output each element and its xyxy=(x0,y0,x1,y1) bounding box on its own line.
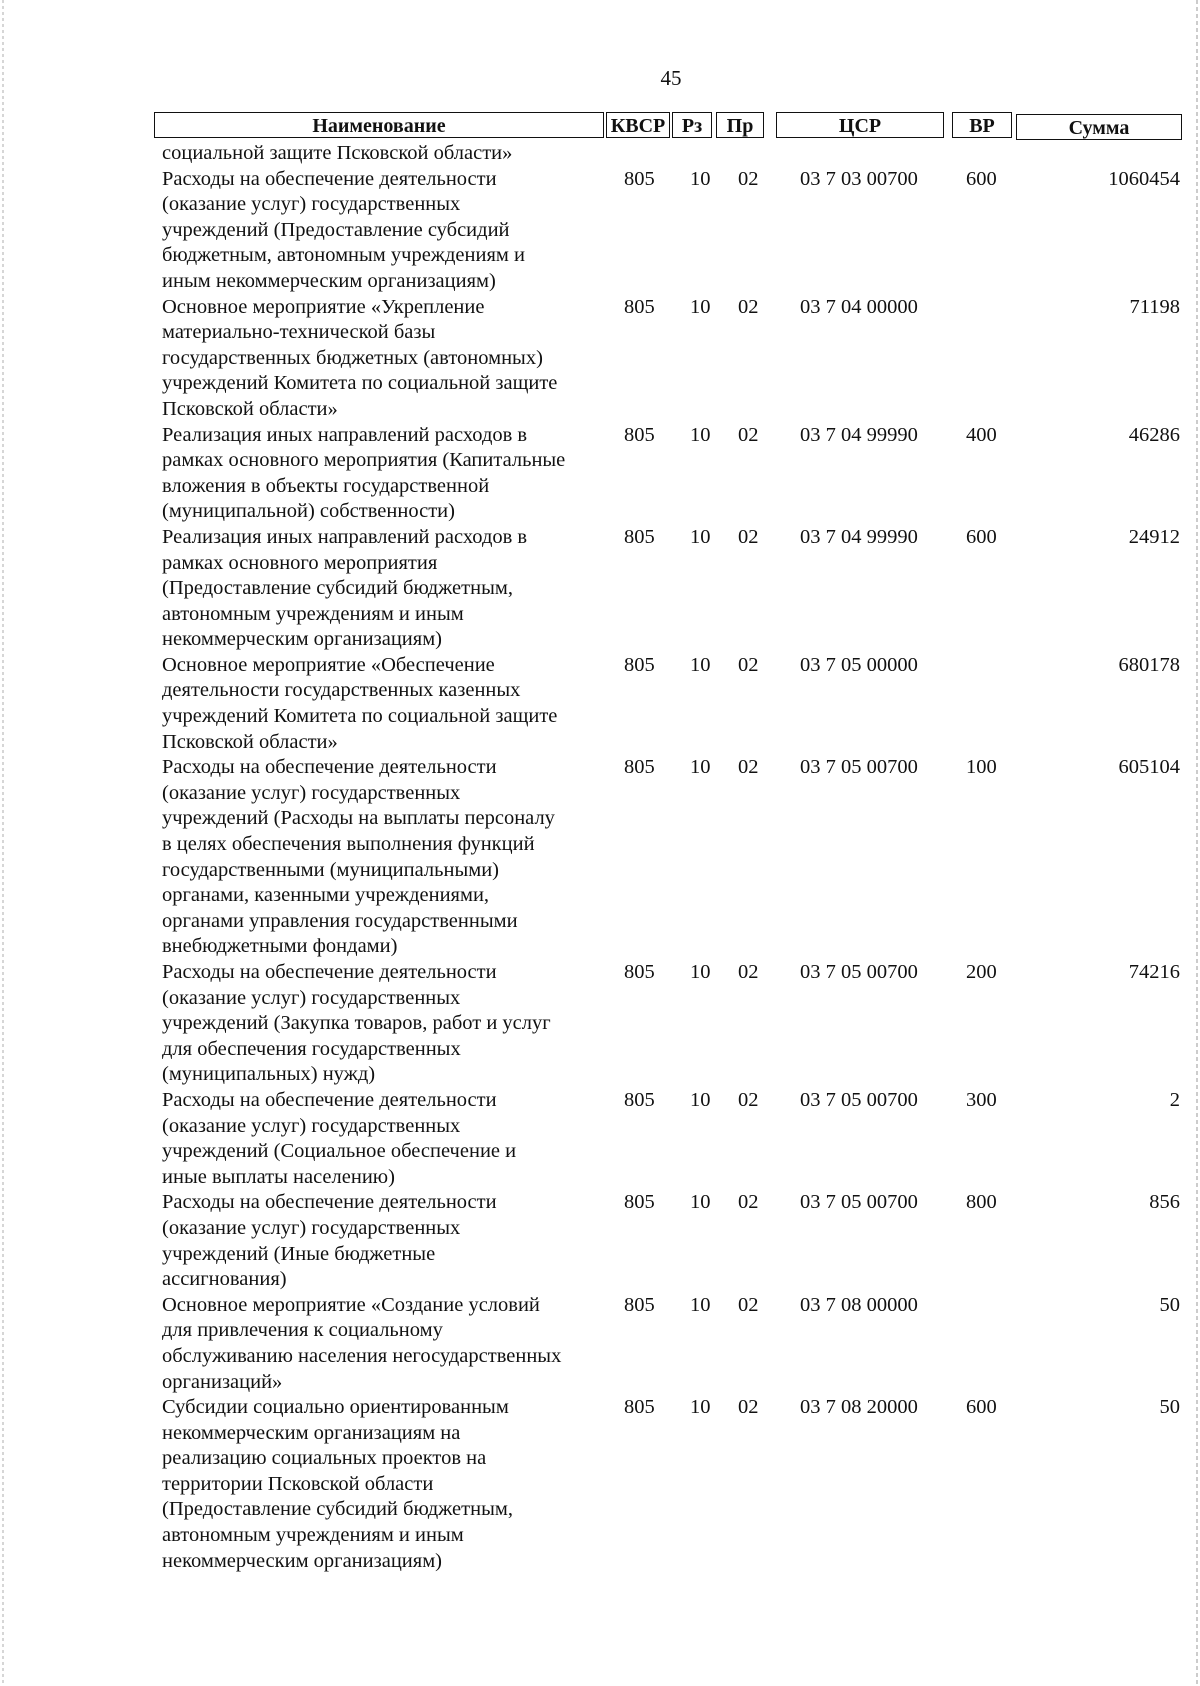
row-csr: 03 7 08 00000 xyxy=(800,1293,918,1316)
row-csr: 03 7 04 99990 xyxy=(800,525,918,548)
row-csr: 03 7 05 00700 xyxy=(800,1088,918,1111)
row-vr: 200 xyxy=(966,961,997,983)
row-rz: 10 xyxy=(690,1396,711,1419)
row-rz: 10 xyxy=(690,167,711,190)
row-name: Расходы на обеспечение деятельности (оказание услуг) государственных учреждений (Закупка товаров, работ и услуг для обеспечения государственных (муниципальных) нужд) xyxy=(162,961,551,1086)
row-rz: 10 xyxy=(690,653,711,676)
row-rz: 10 xyxy=(690,1191,711,1214)
row-kvsr: 805 xyxy=(624,756,655,779)
row-sum: 605104 xyxy=(1118,756,1180,779)
table-row xyxy=(162,167,1180,295)
table-row xyxy=(162,423,1180,525)
row-sum: 71198 xyxy=(1129,295,1180,318)
row-csr: 03 7 08 20000 xyxy=(800,1396,918,1419)
row-sum: 50 xyxy=(1159,1396,1180,1419)
row-kvsr: 805 xyxy=(624,423,655,446)
row-rz: 10 xyxy=(690,525,711,548)
header-kvsr: КВСР xyxy=(606,112,670,138)
table-row xyxy=(162,1395,1180,1574)
table-row xyxy=(162,755,1180,960)
row-vr: 600 xyxy=(966,1396,997,1419)
row-name: Основное мероприятие «Создание условий для привлечения к социальному обслуживанию населения негосударственных организаций» xyxy=(162,1293,562,1393)
row-name: Расходы на обеспечение деятельности (оказание услуг) государственных учреждений (Иные бюджетные ассигнования) xyxy=(162,1191,497,1291)
row-rz: 10 xyxy=(690,961,711,983)
row-kvsr: 805 xyxy=(624,961,655,983)
table-row xyxy=(162,1293,1180,1395)
row-vr: 100 xyxy=(966,756,997,779)
row-rz: 10 xyxy=(690,423,711,446)
row-name: Реализация иных направлений расходов в рамках основного мероприятия (Капитальные вложения в объекты государственной (муниципальной) собственности) xyxy=(162,423,566,523)
header-sum: Сумма xyxy=(1016,114,1182,140)
row-pr: 02 xyxy=(738,1088,759,1111)
row-sum: 2 xyxy=(1169,1088,1180,1111)
row-pr: 02 xyxy=(738,756,759,779)
row-rz: 10 xyxy=(690,1293,711,1316)
row-name: Расходы на обеспечение деятельности (оказание услуг) государственных учреждений (Социальное обеспечение и иные выплаты населению) xyxy=(162,1088,517,1188)
row-csr: 03 7 04 99990 xyxy=(800,423,918,446)
row-sum: 856 xyxy=(1149,1191,1180,1214)
scan-edge-left xyxy=(2,0,4,1686)
row-csr: 03 7 04 00000 xyxy=(800,295,918,318)
row-pr: 02 xyxy=(738,1191,759,1214)
row-csr: 03 7 05 00000 xyxy=(800,653,918,676)
row-vr: 400 xyxy=(966,423,997,446)
row-rz: 10 xyxy=(690,1088,711,1111)
row-vr: 800 xyxy=(966,1191,997,1214)
row-pr: 02 xyxy=(738,1396,759,1419)
row-kvsr: 805 xyxy=(624,1396,655,1419)
table-row xyxy=(162,1190,1180,1292)
row-kvsr: 805 xyxy=(624,295,655,318)
header-vr: ВР xyxy=(952,112,1012,138)
row-sum: 46286 xyxy=(1128,423,1180,446)
row-kvsr: 805 xyxy=(624,525,655,548)
row-rz: 10 xyxy=(690,756,711,779)
table-row xyxy=(162,960,1180,1088)
row-name: Основное мероприятие «Укрепление материально-технической базы государственных бюджетных (автономных) учреждений Комитета по социальной защите Псковской области» xyxy=(162,295,558,420)
row-csr: 03 7 03 00700 xyxy=(800,167,918,190)
row-pr: 02 xyxy=(738,653,759,676)
row-pr: 02 xyxy=(738,423,759,446)
table-body xyxy=(162,141,1180,1574)
row-pr: 02 xyxy=(738,961,759,983)
row-rz: 10 xyxy=(690,295,711,318)
row-csr: 03 7 05 00700 xyxy=(800,961,918,983)
row-sum: 50 xyxy=(1159,1293,1180,1316)
row-name: социальной защите Псковской области» xyxy=(162,142,513,164)
row-name: Субсидии социально ориентированным некоммерческим организациям на реализацию социальных проектов на территории Псковской области (Предоставление субсидий бюджетным, автономным учреждениям и иным некоммерческим организациям) xyxy=(162,1396,513,1572)
row-csr: 03 7 05 00700 xyxy=(800,1191,918,1214)
row-name: Расходы на обеспечение деятельности (оказание услуг) государственных учреждений (Расходы на выплаты персоналу в целях обеспечения выполнения функций государственными (муниципальными) органами, казенными учреждениями, органами управления государственными внебюджетными фондами) xyxy=(162,756,555,958)
header-name: Наименование xyxy=(154,112,604,138)
header-csr: ЦСР xyxy=(776,112,944,138)
row-kvsr: 805 xyxy=(624,1088,655,1111)
row-vr: 300 xyxy=(966,1088,997,1111)
table-row xyxy=(162,1088,1180,1190)
scan-edge-right xyxy=(1196,0,1198,1686)
row-sum: 1060454 xyxy=(1108,167,1180,190)
row-sum: 24912 xyxy=(1128,525,1180,548)
row-pr: 02 xyxy=(738,525,759,548)
row-kvsr: 805 xyxy=(624,653,655,676)
row-vr: 600 xyxy=(966,525,997,548)
row-csr: 03 7 05 00700 xyxy=(800,756,918,779)
row-pr: 02 xyxy=(738,167,759,190)
row-sum: 74216 xyxy=(1128,961,1180,983)
row-kvsr: 805 xyxy=(624,1293,655,1316)
row-kvsr: 805 xyxy=(624,1191,655,1214)
row-name: Реализация иных направлений расходов в рамках основного мероприятия (Предоставление субсидий бюджетным, автономным учреждениям и иным некоммерческим организациям) xyxy=(162,525,528,651)
row-vr: 600 xyxy=(966,167,997,190)
header-pr: Пр xyxy=(716,112,764,138)
header-rz: Рз xyxy=(672,112,712,138)
row-sum: 680178 xyxy=(1118,653,1180,676)
table-row xyxy=(162,295,1180,423)
row-name: Основное мероприятие «Обеспечение деятельности государственных казенных учреждений Комитета по социальной защите Псковской области» xyxy=(162,653,558,753)
table-row xyxy=(162,525,1180,653)
row-kvsr: 805 xyxy=(624,167,655,190)
row-name: Расходы на обеспечение деятельности (оказание услуг) государственных учреждений (Предоставление субсидий бюджетным, автономным учреждениям и иным некоммерческим организациям) xyxy=(162,167,525,292)
table-row xyxy=(162,653,1180,755)
page-number: 45 xyxy=(660,66,682,90)
table-row xyxy=(162,141,602,167)
row-pr: 02 xyxy=(738,295,759,318)
row-pr: 02 xyxy=(738,1293,759,1316)
